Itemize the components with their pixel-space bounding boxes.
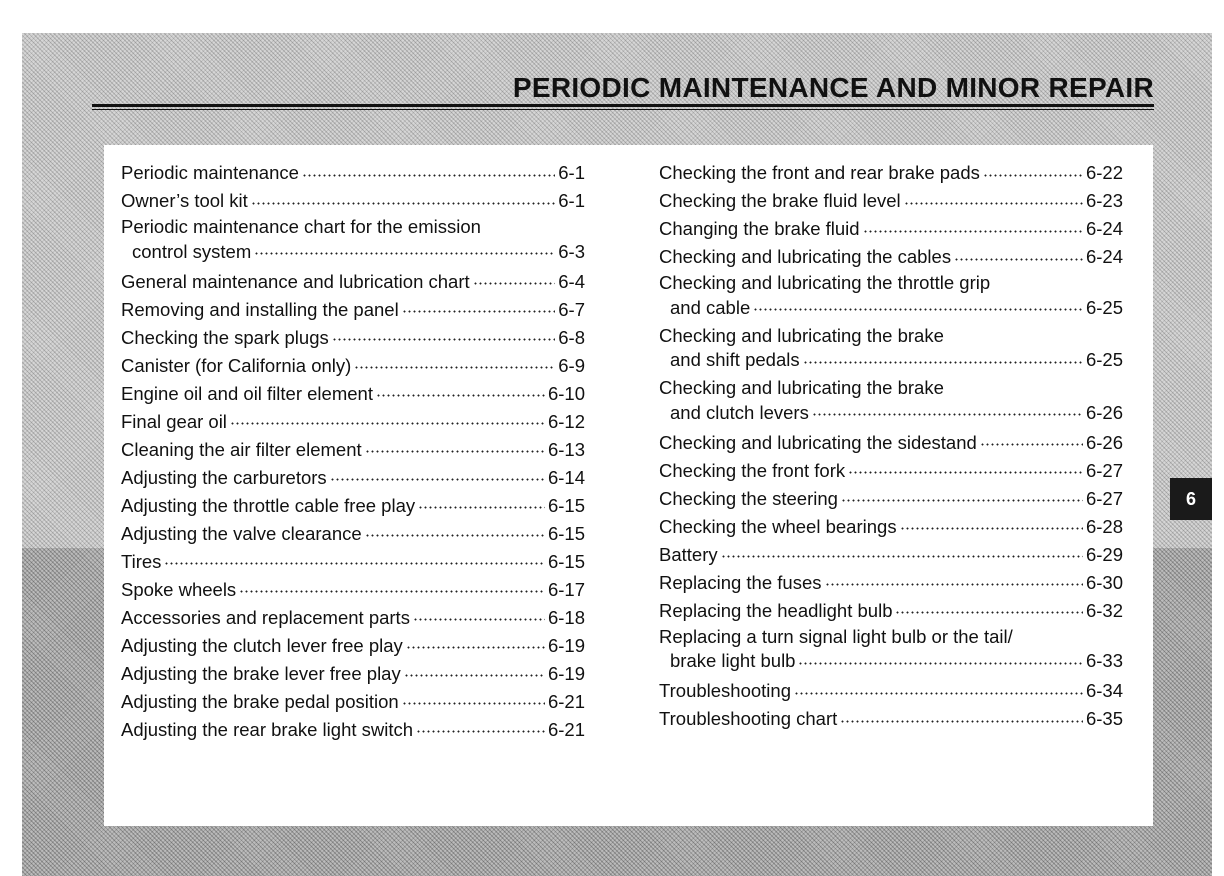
toc-entry-page: 6-26 — [1085, 431, 1123, 453]
toc-leader-dots — [354, 355, 555, 374]
toc-leader-dots — [413, 607, 545, 626]
title-rule-thick — [92, 104, 1154, 107]
toc-entry[interactable] — [659, 215, 1123, 243]
toc-entry-page: 6-29 — [1085, 543, 1123, 565]
toc-entry-page: 6-26 — [1085, 401, 1123, 423]
toc-entry-page: 6-32 — [1085, 599, 1123, 621]
toc-leader-dots — [848, 460, 1083, 479]
toc-leader-dots — [812, 402, 1083, 421]
toc-entry[interactable] — [121, 604, 585, 632]
toc-entry-label: Adjusting the rear brake light switch — [121, 718, 414, 740]
toc-entry-label: Adjusting the carburetors — [121, 466, 327, 488]
toc-entry-label: Checking the steering — [659, 487, 838, 509]
toc-entry-label: Periodic maintenance chart for the emission — [121, 216, 481, 237]
toc-entry-page: 6-19 — [547, 634, 585, 656]
toc-entry-label: Changing the brake fluid — [659, 218, 860, 239]
toc-entry-label: Troubleshooting — [659, 680, 791, 701]
toc-entry-label: Cleaning the air filter element — [121, 438, 362, 460]
toc-entry-page: 6-15 — [547, 522, 585, 544]
toc-entry-label: Replacing the fuses — [659, 571, 822, 593]
toc-entry-page: 6-21 — [547, 690, 585, 712]
toc-entry-label: and cable — [670, 296, 751, 318]
toc-entry-page: 6-4 — [558, 270, 585, 292]
toc-entry-label: Accessories and replacement parts — [121, 606, 410, 628]
toc-entry-page: 6-19 — [547, 662, 585, 684]
toc-entry-label: Checking and lubricating the brake — [659, 324, 944, 346]
toc-entry-label: Replacing the headlight bulb — [659, 599, 893, 621]
toc-entry[interactable] — [659, 569, 1123, 597]
toc-entry[interactable] — [659, 541, 1123, 569]
toc-entry-label: Checking the front fork — [659, 459, 846, 481]
toc-entry-page: 6-30 — [1085, 571, 1123, 593]
toc-entry[interactable] — [659, 677, 1123, 705]
toc-leader-dots — [753, 297, 1083, 316]
toc-entry-label: Replacing a turn signal light bulb or the tail/ — [659, 625, 1013, 647]
toc-leader-dots — [404, 663, 545, 682]
toc-entry-page: 6-8 — [558, 326, 585, 348]
toc-entry[interactable] — [121, 324, 585, 352]
toc-entry-page: 6-22 — [1085, 162, 1123, 183]
toc-entry-page: 6-25 — [1085, 296, 1123, 318]
toc-leader-dots — [904, 191, 1083, 210]
toc-entry-label: Checking and lubricating the cables — [659, 246, 952, 267]
toc-entry[interactable] — [121, 380, 585, 408]
toc-entry-label: Tires — [121, 550, 162, 572]
toc-entry-page: 6-25 — [1085, 349, 1123, 370]
toc-entry[interactable] — [121, 187, 585, 215]
toc-leader-dots — [251, 191, 555, 210]
toc-leader-dots — [365, 523, 545, 542]
toc-entry-page: 6-35 — [1085, 708, 1123, 729]
toc-entry[interactable] — [121, 296, 585, 324]
toc-entry[interactable] — [121, 464, 585, 492]
toc-entry[interactable] — [659, 485, 1123, 513]
page-title: PERIODIC MAINTENANCE AND MINOR REPAIR — [512, 72, 1154, 103]
toc-leader-dots — [983, 163, 1083, 182]
toc-entry-page: 6-24 — [1085, 246, 1123, 267]
toc-entry-page: 6-7 — [558, 298, 585, 320]
toc-entry-label: Checking the spark plugs — [121, 326, 329, 348]
toc-entry[interactable] — [121, 716, 585, 744]
toc-entry-page: 6-15 — [547, 494, 585, 516]
toc-leader-dots — [863, 219, 1083, 238]
toc-entry-label: and clutch levers — [670, 401, 809, 423]
toc-entry-label: Troubleshooting chart — [659, 708, 838, 729]
toc-entry-label: Periodic maintenance — [121, 162, 299, 183]
toc-entry-page: 6-12 — [547, 410, 585, 432]
toc-entry[interactable] — [121, 352, 585, 380]
toc-entry-page: 6-13 — [547, 438, 585, 460]
toc-leader-dots — [721, 544, 1083, 563]
toc-left-column — [121, 159, 585, 744]
toc-entry-label: brake light bulb — [670, 650, 796, 671]
chapter-tab[interactable]: 6 — [1170, 478, 1212, 520]
toc-leader-dots — [418, 495, 545, 514]
toc-leader-dots — [402, 299, 556, 318]
toc-leader-dots — [302, 163, 555, 182]
toc-leader-dots — [416, 719, 545, 738]
toc-entry[interactable] — [659, 597, 1123, 625]
toc-entry-label: General maintenance and lubrication chart — [121, 270, 470, 292]
toc-entry-page: 6-3 — [558, 240, 585, 262]
toc-entry[interactable] — [121, 268, 585, 296]
toc-entry[interactable] — [659, 625, 1123, 678]
title-rule-thin — [92, 109, 1154, 110]
toc-leader-dots — [239, 579, 545, 598]
toc-entry[interactable] — [121, 548, 585, 576]
toc-leader-dots — [330, 467, 545, 486]
toc-entry-page: 6-17 — [547, 578, 585, 600]
toc-leader-dots — [164, 551, 545, 570]
toc-entry[interactable] — [659, 457, 1123, 485]
toc-entry[interactable] — [121, 492, 585, 520]
toc-entry-page: 6-18 — [547, 606, 585, 628]
toc-leader-dots — [954, 247, 1083, 266]
toc-entry-page: 6-10 — [547, 382, 585, 404]
toc-entry[interactable] — [659, 243, 1123, 271]
toc-entry-page: 6-34 — [1085, 680, 1123, 701]
toc-entry-page: 6-1 — [558, 190, 585, 211]
toc-entry-label: Canister (for California only) — [121, 354, 352, 376]
toc-entry[interactable] — [659, 513, 1123, 541]
toc-entry[interactable] — [121, 408, 585, 436]
toc-leader-dots — [794, 681, 1083, 700]
toc-entry-label: Spoke wheels — [121, 578, 237, 600]
toc-entry-page: 6-28 — [1085, 515, 1123, 537]
toc-entry[interactable] — [121, 576, 585, 604]
toc-entry-label: Checking the wheel bearings — [659, 515, 897, 537]
toc-entry[interactable] — [659, 159, 1123, 187]
toc-entry-label: Engine oil and oil filter element — [121, 382, 373, 404]
toc-leader-dots — [803, 350, 1083, 369]
toc-entry-label: Battery — [659, 543, 718, 565]
toc-leader-dots — [895, 600, 1082, 619]
toc-entry-label: Owner’s tool kit — [121, 190, 248, 211]
toc-entry[interactable] — [121, 688, 585, 716]
toc-entry[interactable] — [659, 271, 1123, 324]
toc-leader-dots — [376, 383, 545, 402]
toc-entry-label: Checking and lubricating the throttle grip — [659, 272, 991, 293]
toc-entry-page: 6-15 — [547, 550, 585, 572]
toc-entry-label: Adjusting the clutch lever free play — [121, 634, 403, 656]
toc-leader-dots — [406, 635, 545, 654]
toc-entry-label: Adjusting the valve clearance — [121, 522, 362, 544]
toc-entry-page: 6-21 — [547, 718, 585, 740]
toc-entry[interactable] — [121, 632, 585, 660]
toc-leader-dots — [980, 432, 1083, 451]
toc-entry-label: Checking and lubricating the sidestand — [659, 431, 977, 453]
toc-entry-label: Adjusting the throttle cable free play — [121, 494, 416, 516]
toc-leader-dots — [473, 271, 556, 290]
toc-entry-page: 6-33 — [1085, 650, 1123, 671]
toc-entry-page: 6-23 — [1085, 190, 1123, 211]
toc-entry[interactable] — [121, 159, 585, 187]
toc-entry-page: 6-24 — [1085, 218, 1123, 239]
toc-entry-label: and shift pedals — [670, 349, 800, 370]
toc-entry[interactable] — [659, 187, 1123, 215]
toc-entry-label: Checking and lubricating the brake — [659, 377, 944, 398]
toc-entry-page: 6-1 — [558, 162, 585, 183]
toc-entry[interactable] — [121, 520, 585, 548]
toc-entry-label: Checking the brake fluid level — [659, 190, 901, 211]
toc-entry-label: Final gear oil — [121, 410, 227, 432]
toc-panel — [104, 145, 1153, 826]
toc-entry[interactable] — [659, 429, 1123, 457]
toc-entry[interactable] — [121, 215, 585, 268]
toc-entry-page: 6-27 — [1085, 487, 1123, 509]
toc-leader-dots — [332, 327, 556, 346]
toc-entry-label: Removing and installing the panel — [121, 298, 399, 320]
toc-leader-dots — [254, 241, 555, 260]
toc-entry-page: 6-14 — [547, 466, 585, 488]
toc-right-column — [659, 159, 1123, 733]
toc-entry-label: Adjusting the brake pedal position — [121, 690, 399, 712]
toc-entry-label: control system — [132, 240, 252, 262]
toc-entry[interactable] — [659, 376, 1123, 429]
toc-entry-label: Adjusting the brake lever free play — [121, 662, 401, 684]
toc-leader-dots — [402, 691, 545, 710]
toc-leader-dots — [900, 516, 1083, 535]
toc-leader-dots — [365, 439, 545, 458]
toc-leader-dots — [798, 651, 1082, 670]
toc-leader-dots — [840, 709, 1083, 728]
toc-entry[interactable] — [121, 436, 585, 464]
toc-entry[interactable] — [121, 660, 585, 688]
toc-leader-dots — [825, 572, 1083, 591]
toc-entry-label: Checking the front and rear brake pads — [659, 162, 980, 183]
toc-leader-dots — [841, 488, 1083, 507]
toc-leader-dots — [230, 411, 545, 430]
toc-entry-page: 6-27 — [1085, 459, 1123, 481]
toc-entry[interactable] — [659, 324, 1123, 377]
toc-entry[interactable] — [659, 705, 1123, 733]
toc-entry-page: 6-9 — [558, 354, 585, 376]
